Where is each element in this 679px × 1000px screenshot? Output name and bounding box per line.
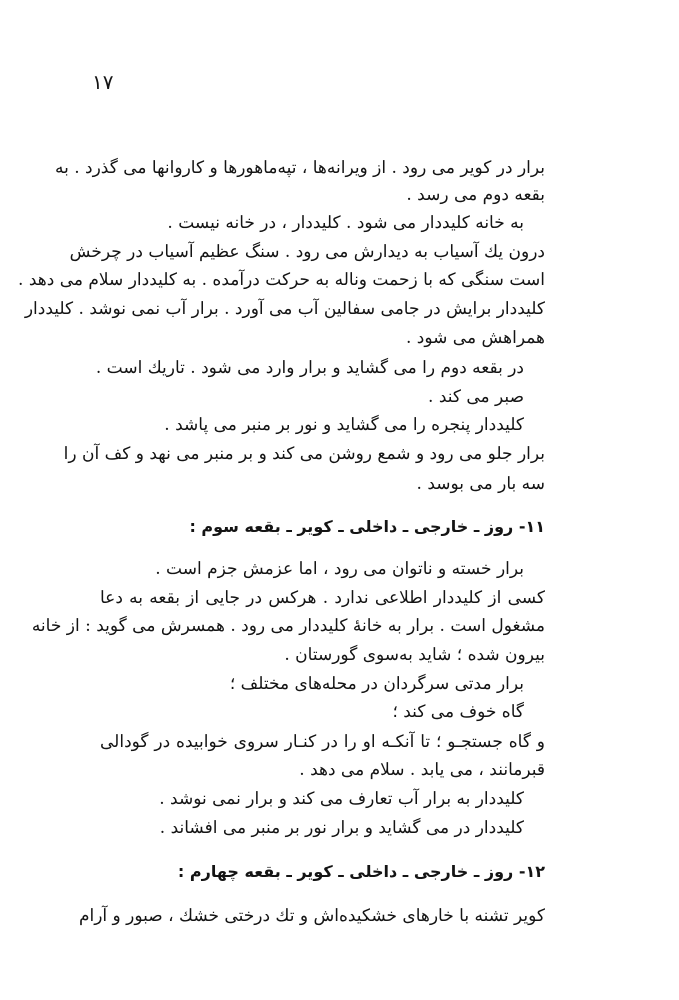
text-line: درون یك آسیاب به دیدارش می رود . سنگ عظیم آسیاب در چرخش bbox=[69, 242, 545, 262]
scene-heading: ۱۲- روز ـ خارجی ـ داخلی ـ کویر ـ بقعه چهارم : bbox=[177, 862, 545, 881]
text-line: کویر تشنه با خارهای خشکیده‌اش و تك درختی خشك ، صبور و آرام bbox=[78, 906, 545, 926]
text-line: کسی از کلیددار اطلاعی ندارد . هرکس در جایی از بقعه به دعا bbox=[100, 588, 545, 608]
text-line: به خانه کلیددار می شود . کلیددار ، در خانه نیست . bbox=[167, 213, 524, 233]
text-line: بقعه دوم می رسد . bbox=[406, 185, 545, 205]
text-line: قبرمانند ، می یابد . سلام می دهد . bbox=[299, 760, 545, 780]
text-line: برار در کویر می رود . از ویرانه‌ها ، تپه‌ماهورها و کاروانها می گذرد . به bbox=[54, 158, 545, 178]
text-line: برار مدتی سرگردان در محله‌های مختلف ؛ bbox=[229, 674, 524, 694]
text-line: بیرون شده ؛ شاید به‌سوی گورستان . bbox=[284, 645, 545, 665]
text-line: مشغول است . برار به خانهٔ کلیددار می رود . همسرش می گوید : از خانه bbox=[31, 616, 545, 636]
text-line: کلیددار در می گشاید و برار نور بر منبر می افشاند . bbox=[159, 818, 524, 838]
page-number: ۱۷ bbox=[92, 70, 114, 94]
text-line: سه بار می بوسد . bbox=[416, 474, 545, 494]
text-line: کلیددار به برار آب تعارف می کند و برار نمی نوشد . bbox=[159, 789, 524, 809]
text-line: است سنگی که با زحمت وناله به حرکت درآمده . به کلیددار سلام می دهد . bbox=[18, 270, 545, 290]
text-line: برار جلو می رود و شمع روشن می کند و بر منبر می نهد و کف آن را bbox=[63, 444, 545, 464]
text-line: همراهش می شود . bbox=[405, 328, 545, 348]
text-line: در بقعه دوم را می گشاید و برار وارد می شود . تاریك است . bbox=[95, 358, 524, 378]
text-line: کلیددار برایش در جامی سفالین آب می آورد . برار آب نمی نوشد . کلیددار bbox=[24, 299, 545, 319]
text-line: گاه خوف می کند ؛ bbox=[392, 702, 524, 722]
text-line: و گاه جستجـو ؛ تا آنکـه او را در کنـار سروی خوابیده در گودالی bbox=[100, 732, 545, 752]
text-line: صبر می کند . bbox=[428, 387, 524, 407]
text-line: کلیددار پنجره را می گشاید و نور بر منبر می پاشد . bbox=[164, 415, 524, 435]
scene-heading: ۱۱- روز ـ خارجی ـ داخلی ـ کویر ـ بقعه سوم : bbox=[189, 517, 545, 536]
text-line: برار خسته و ناتوان می رود ، اما عزمش جزم است . bbox=[155, 559, 524, 579]
